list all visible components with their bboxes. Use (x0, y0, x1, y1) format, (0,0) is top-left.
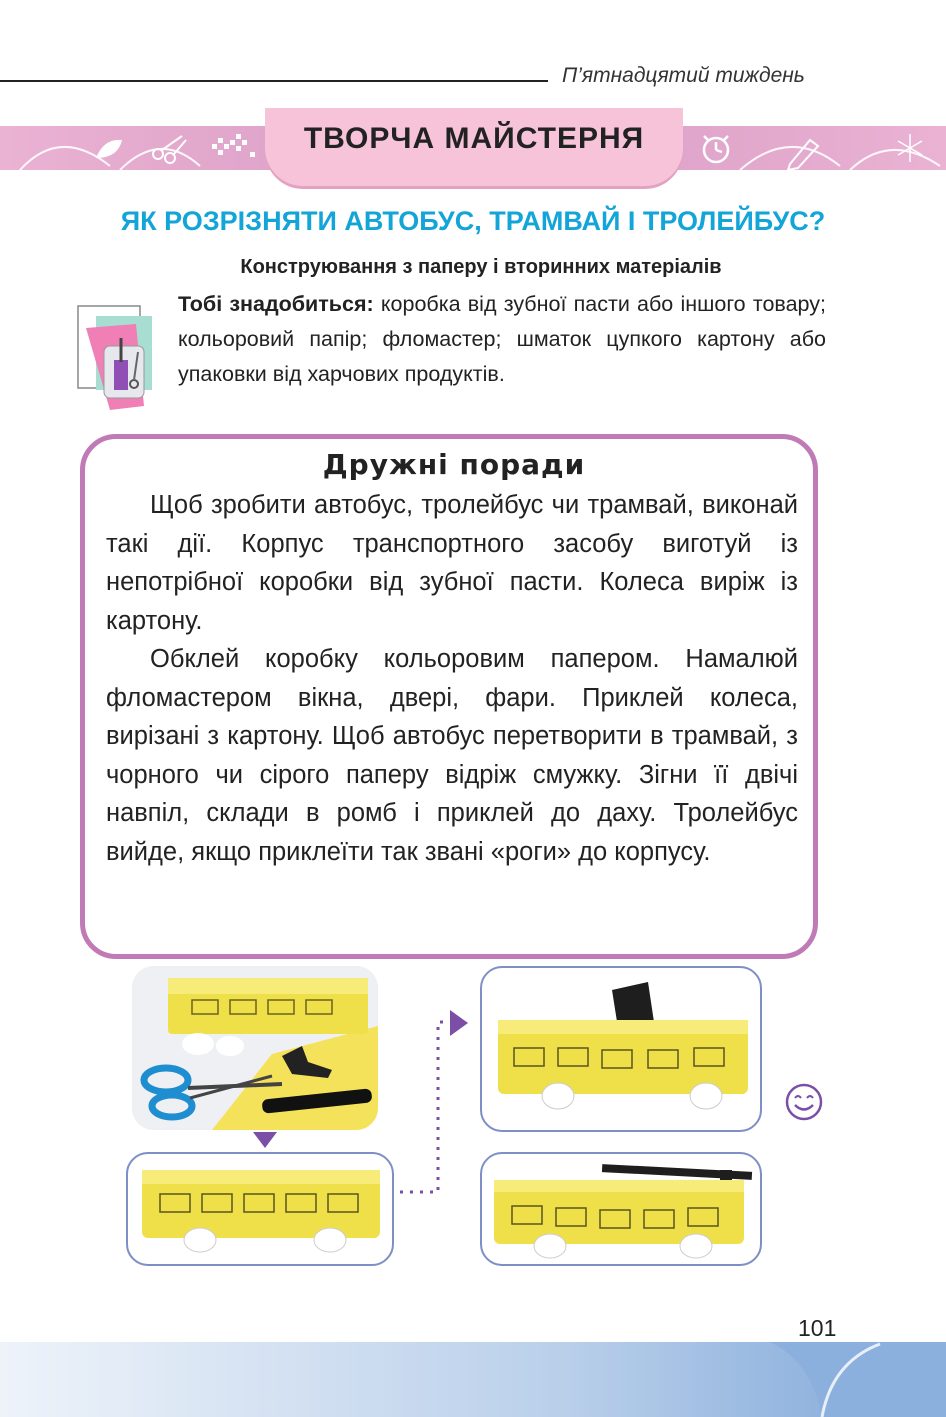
advice-title: Дружні поради (322, 448, 586, 481)
photo-trolleybus (480, 1152, 762, 1266)
leaf-icon (96, 140, 122, 158)
dotted-connector (398, 1010, 470, 1200)
advice-paragraph-1: Щоб зробити автобус, тролейбус чи трамвай, виконай такі дії. Корпус транспортного засобу виготуй із непотрібної коробки від зубної пасти. Колеса виріж із картону. (106, 491, 798, 635)
materials-text: коробка від зубної пасти або іншого товару; кольоровий папір; фломастер; шматок цупкого картону або упаковки від харчових продуктів. (178, 292, 826, 386)
pencil-icon (788, 140, 818, 170)
materials-paragraph (178, 287, 826, 392)
running-header-week: П’ятнадцятий тиждень (562, 64, 805, 87)
header-rule (0, 80, 548, 82)
snowflake-icon (898, 134, 922, 162)
lesson-title: ЯК РОЗРІЗНЯТИ АВТОБУС, ТРАМВАЙ І ТРОЛЕЙБУС? (120, 206, 826, 236)
triangle-right-icon (450, 1010, 468, 1036)
section-title: ТВОРЧА МАЙСТЕРНЯ (303, 122, 645, 155)
photo-materials (132, 966, 378, 1130)
advice-text (106, 486, 798, 871)
advice-paragraph-2: Обклей коробку кольоровим папером. Намалюй фломастером вікна, двері, фари. Приклей колеса, вирізані з картону. Щоб автобус перетворити в трамвай, з чорного чи сірого паперу відріж смужку. Зігни її двічі навпіл, склади в ромб і приклей до даху. Тролейбус вийде, якщо приклеїти так звані «роги» до корпусу. (106, 645, 798, 866)
materials-label: Тобі знадобиться: (178, 292, 374, 316)
alarm-clock-icon (704, 136, 728, 162)
lesson-subtitle: Конструювання з паперу і вторинних матеріалів (240, 256, 722, 278)
pixel-stars-icon (212, 134, 255, 157)
photo-bus (126, 1152, 394, 1266)
photo-tram (480, 966, 762, 1132)
smiley-icon (784, 1082, 824, 1122)
page-number: 101 (798, 1315, 837, 1341)
footer-band (0, 1342, 946, 1417)
triangle-down-icon (253, 1132, 277, 1148)
scissors-brush-paper-icon (74, 298, 162, 416)
